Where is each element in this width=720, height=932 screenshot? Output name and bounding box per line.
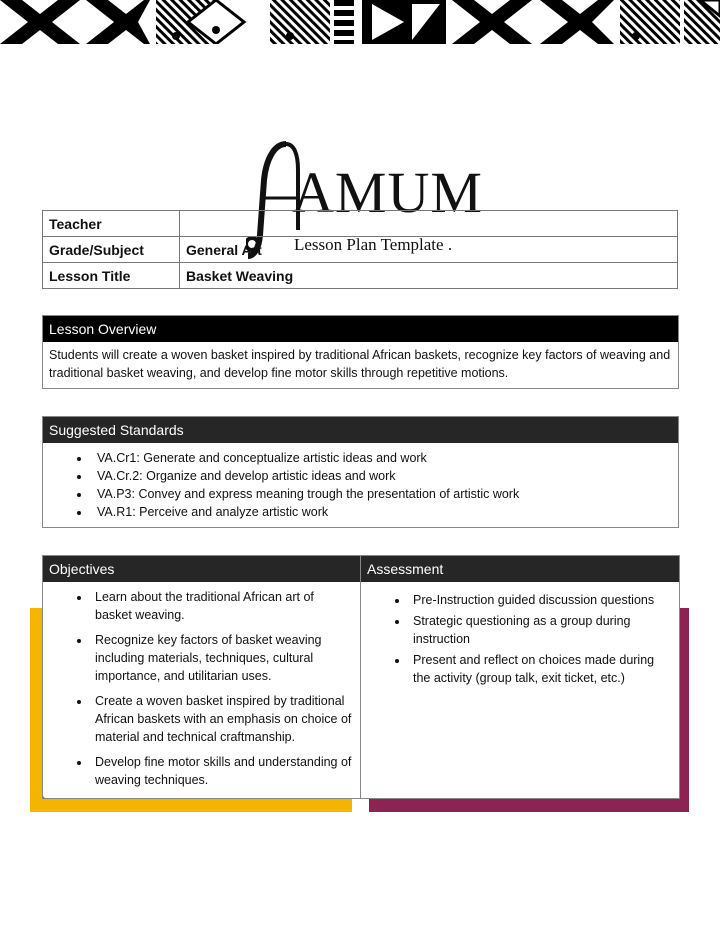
- list-item: • VA.R1: Perceive and analyze artistic work: [91, 503, 678, 521]
- table-row: [43, 263, 678, 289]
- stray-mark: `: [42, 796, 46, 808]
- list-item: • Create a woven basket inspired by traditional African baskets with an emphasis on choice of material and technical craftmanship.: [91, 692, 352, 746]
- list-item: • Develop fine motor skills and understanding of weaving techniques.: [91, 753, 352, 789]
- list-item: • Present and reflect on choices made during the activity (group talk, exit ticket, etc.): [409, 651, 671, 687]
- logo-wordmark: AMUM: [292, 160, 483, 225]
- assessment-header: Assessment: [361, 556, 679, 582]
- assessment-column: [361, 556, 679, 798]
- list-item: • Learn about the traditional African art of basket weaving.: [91, 588, 352, 624]
- list-item: • VA.Cr1: Generate and conceptualize artistic ideas and work: [91, 449, 678, 467]
- lesson-info-table: [42, 210, 678, 289]
- lesson-title-label: Lesson Title: [43, 263, 180, 289]
- suggested-standards-header: Suggested Standards: [43, 417, 678, 443]
- objectives-assessment-table: [42, 555, 680, 799]
- table-row: [43, 211, 678, 237]
- lesson-overview-text: Students will create a woven basket inspired by traditional African baskets, recognize key factors of weaving and traditional basket weaving, and develop fine motor skills through repetitive motions.: [49, 348, 671, 380]
- standards-list: [43, 443, 678, 527]
- table-row: [43, 237, 678, 263]
- teacher-value[interactable]: [180, 211, 678, 237]
- list-item: • Pre-Instruction guided discussion questions: [409, 591, 671, 609]
- list-item: • Strategic questioning as a group during instruction: [409, 612, 671, 648]
- list-item: • VA.P3: Convey and express meaning trough the presentation of artistic work: [91, 485, 678, 503]
- decorative-pattern-band: [0, 0, 720, 44]
- logo-subtitle: Lesson Plan Template .: [294, 235, 453, 254]
- objectives-list: [43, 582, 360, 789]
- grade-subject-value[interactable]: General Art: [180, 237, 678, 263]
- objectives-header: Objectives: [43, 556, 360, 582]
- list-item: • VA.Cr.2: Organize and develop artistic ideas and work: [91, 467, 678, 485]
- lesson-title-value[interactable]: Basket Weaving: [180, 263, 678, 289]
- list-item: • Recognize key factors of basket weaving including materials, techniques, cultural importance, and utilitarian uses.: [91, 631, 352, 685]
- grade-subject-label: Grade/Subject: [43, 237, 180, 263]
- assessment-list: [361, 582, 679, 687]
- objectives-column: [43, 556, 361, 798]
- lesson-overview-header: Lesson Overview: [43, 316, 678, 342]
- suggested-standards-section: [42, 416, 679, 528]
- teacher-label: Teacher: [43, 211, 180, 237]
- lesson-overview-section: [42, 315, 679, 389]
